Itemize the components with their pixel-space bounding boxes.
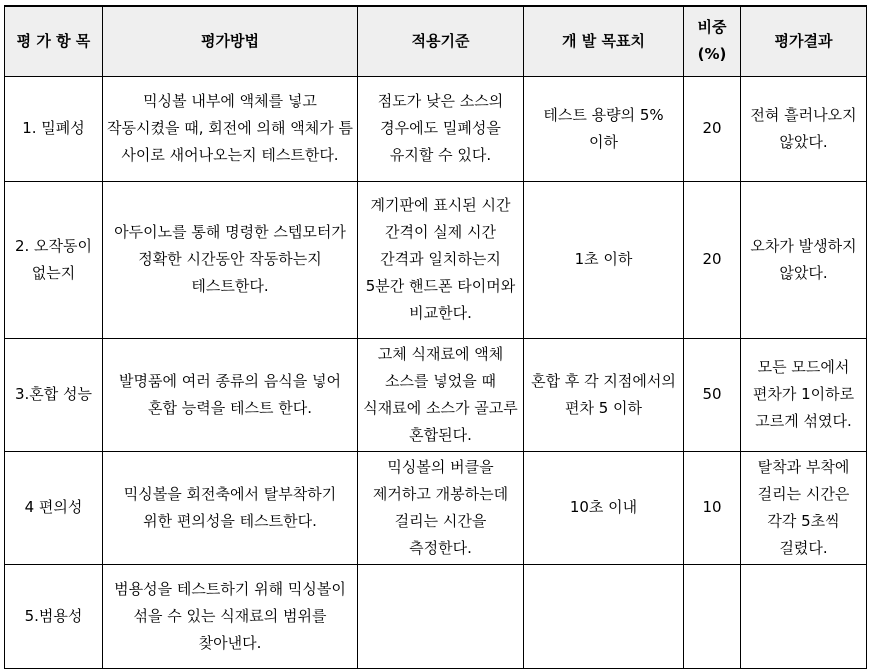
table-header-row xyxy=(5,6,867,76)
cell-weight: 20 xyxy=(684,76,741,181)
cell-result: 전혀 흘러나오지 않았다. xyxy=(741,76,867,181)
evaluation-table xyxy=(4,5,867,669)
cell-weight xyxy=(684,564,741,668)
cell-weight: 50 xyxy=(684,338,741,451)
cell-result: 모든 모드에서 편차가 1이하로 고르게 섞였다. xyxy=(741,338,867,451)
header-weight: 비중 (%) xyxy=(684,6,741,76)
cell-method: 발명품에 여러 종류의 음식을 넣어 혼합 능력을 테스트 한다. xyxy=(103,338,358,451)
header-result: 평가결과 xyxy=(741,6,867,76)
cell-target xyxy=(524,564,684,668)
cell-result: 오차가 발생하지 않았다. xyxy=(741,181,867,338)
cell-item: 4 편의성 xyxy=(5,451,103,564)
cell-method: 믹싱볼 내부에 액체를 넣고 작동시켰을 때, 회전에 의해 액체가 틈 사이로 새어나오는지 테스트한다. xyxy=(103,76,358,181)
cell-criteria: 점도가 낮은 소스의 경우에도 밀폐성을 유지할 수 있다. xyxy=(358,76,524,181)
cell-item: 5.범용성 xyxy=(5,564,103,668)
header-target: 개 발 목표치 xyxy=(524,6,684,76)
cell-result xyxy=(741,564,867,668)
header-item: 평 가 항 목 xyxy=(5,6,103,76)
cell-method: 믹싱볼을 회전축에서 탈부착하기 위한 편의성을 테스트한다. xyxy=(103,451,358,564)
cell-method: 범용성을 테스트하기 위해 믹싱볼이 섞을 수 있는 식재료의 범위를 찾아낸다. xyxy=(103,564,358,668)
table-row xyxy=(5,338,867,451)
cell-item: 3.혼합 성능 xyxy=(5,338,103,451)
cell-criteria: 고체 식재료에 액체 소스를 넣었을 때 식재료에 소스가 골고루 혼합된다. xyxy=(358,338,524,451)
cell-criteria: 믹싱볼의 버클을 제거하고 개봉하는데 걸리는 시간을 측정한다. xyxy=(358,451,524,564)
cell-weight: 10 xyxy=(684,451,741,564)
cell-method: 아두이노를 통해 명령한 스텝모터가 정확한 시간동안 작동하는지 테스트한다. xyxy=(103,181,358,338)
header-criteria: 적용기준 xyxy=(358,6,524,76)
cell-target: 10초 이내 xyxy=(524,451,684,564)
table-row xyxy=(5,451,867,564)
table-row xyxy=(5,564,867,668)
cell-result: 탈착과 부착에 걸리는 시간은 각각 5초씩 걸렸다. xyxy=(741,451,867,564)
cell-weight: 20 xyxy=(684,181,741,338)
cell-item: 2. 오작동이 없는지 xyxy=(5,181,103,338)
cell-item: 1. 밀폐성 xyxy=(5,76,103,181)
table-row xyxy=(5,76,867,181)
cell-target: 테스트 용량의 5% 이하 xyxy=(524,76,684,181)
cell-target: 혼합 후 각 지점에서의 편차 5 이하 xyxy=(524,338,684,451)
header-method: 평가방법 xyxy=(103,6,358,76)
cell-criteria: 계기판에 표시된 시간 간격이 실제 시간 간격과 일치하는지 5분간 핸드폰 타이머와 비교한다. xyxy=(358,181,524,338)
table-row xyxy=(5,181,867,338)
cell-target: 1초 이하 xyxy=(524,181,684,338)
cell-criteria xyxy=(358,564,524,668)
